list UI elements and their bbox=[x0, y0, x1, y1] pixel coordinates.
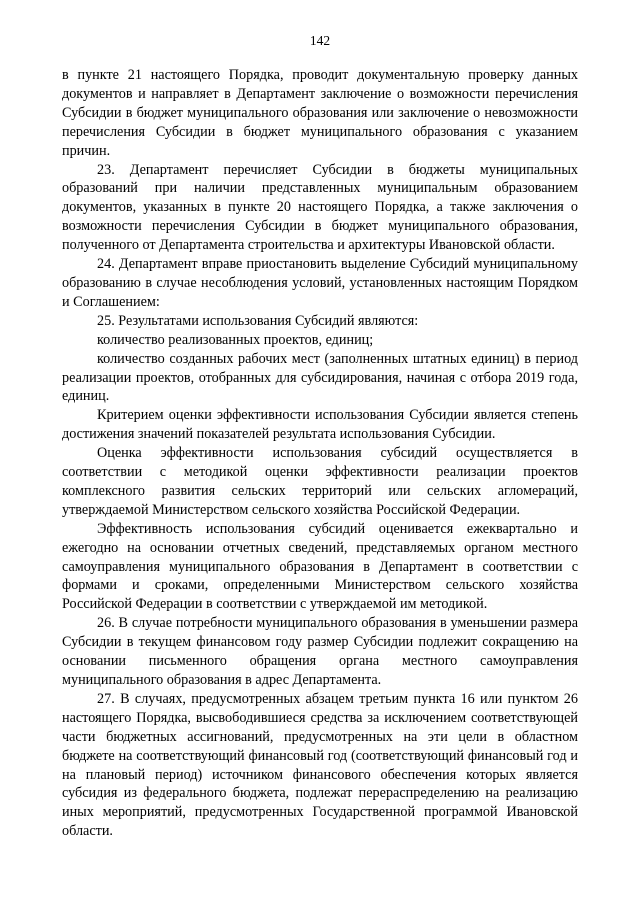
paragraph-clause-23: 23. Департамент перечисляет Субсидии в бюджеты муниципальных образований при наличии представленных муниципальным образованием документов, указанных в пункте 20 настоящего Порядка, а также заключения о возможности перечисления Субсидии в бюджет муниципального образования, полученного от Департамента строительства и архитектуры Ивановской области. bbox=[62, 161, 578, 254]
paragraph-assessment-frequency: Эффективность использования субсидий оценивается ежеквартально и ежегодно на основании отчетных сведений, представляемых органом местного самоуправления муниципального образования в Департамент в соответствии с формами и сроками, определенными Министерством сельского хозяйства Российской Федерации в соответствии с утверждаемой им методикой. bbox=[62, 520, 578, 613]
paragraph-clause-26: 26. В случае потребности муниципального образования в уменьшении размера Субсидии в текущем финансовом году размер Субсидии подлежит сокращению на основании письменного обращения органа местного самоуправления муниципального образования в адрес Департамента. bbox=[62, 615, 578, 688]
body-text bbox=[62, 66, 578, 841]
paragraph-clause-24: 24. Департамент вправе приостановить выделение Субсидий муниципальному образованию в случае несоблюдения условий, установленных настоящим Порядком и Соглашением: bbox=[62, 256, 578, 310]
paragraph-clause-25: 25. Результатами использования Субсидий являются: bbox=[97, 312, 419, 329]
paragraph-criterion: Критерием оценки эффективности использования Субсидии является степень достижения значений показателей результата использования Субсидии. bbox=[62, 407, 578, 443]
paragraph-clause-27: 27. В случаях, предусмотренных абзацем третьим пункта 16 или пунктом 26 настоящего Порядка, высвободившиеся средства за исключением соответствующей части бюджетных ассигнований, предусмотренных на эти цели в областном бюджете на соответствующий финансовый год (соответствующий финансовый год и на плановый период) источником финансового обеспечения которых является субсидия из федерального бюджета, подлежат перераспределению на реализацию иных мероприятий, предусмотренных Государственной программой Ивановской области. bbox=[62, 690, 578, 840]
paragraph-result-jobs: количество созданных рабочих мест (заполненных штатных единиц) в период реализации проектов, отобранных для субсидирования, начиная с отбора 2019 года, единиц. bbox=[62, 350, 578, 405]
paragraph-result-projects: количество реализованных проектов, единиц; bbox=[97, 331, 374, 348]
page-number: 142 bbox=[309, 33, 331, 48]
paragraph-continuation: в пункте 21 настоящего Порядка, проводит документальную проверку данных документов и направляет в Департамент заключение о возможности перечисления Субсидии в бюджет муниципального образования или заключение о невозможности перечисления Субсидии в бюджет муниципального образования с указанием причин. bbox=[62, 67, 578, 159]
paragraph-assessment-method: Оценка эффективности использования субсидий осуществляется в соответствии с методикой оценки эффективности реализации проектов комплексного развития сельских территорий или сельских агломераций, утверждаемой Министерством сельского хозяйства Российской Федерации. bbox=[62, 445, 578, 518]
